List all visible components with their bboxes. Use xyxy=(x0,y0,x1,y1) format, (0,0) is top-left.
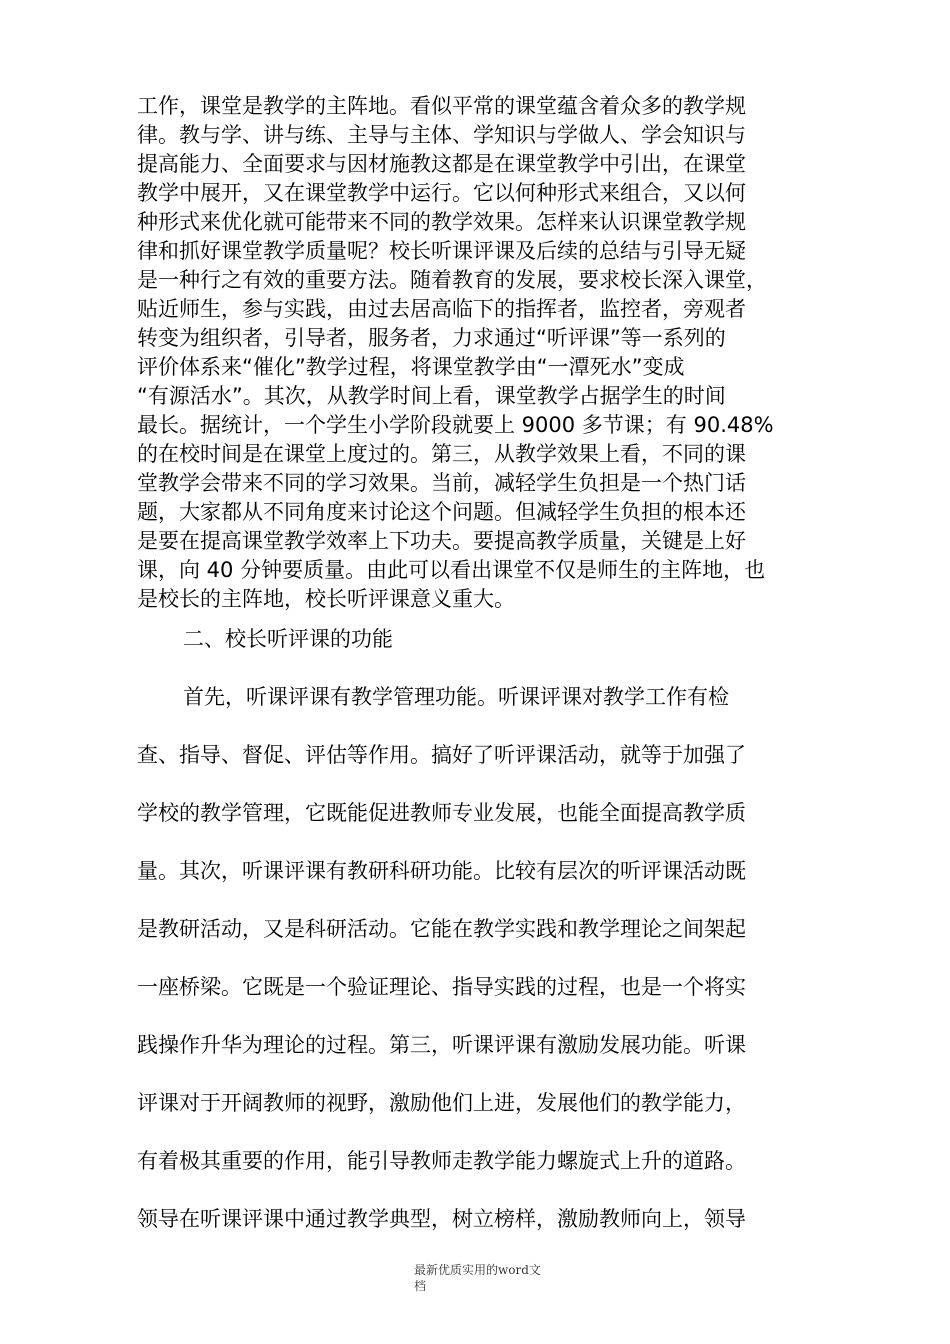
paragraph-functions xyxy=(137,679,817,1259)
text-line: 是要在提高课堂教学效率上下功夫。要提高教学质量，关键是上好 xyxy=(137,529,746,553)
text-line: 律和抓好课堂教学质量呢？校长听课评课及后续的总结与引导无疑 xyxy=(137,239,746,263)
text-line: 评课对于开阔教师的视野，激励他们上进，发展他们的教学能力， xyxy=(137,1091,746,1115)
text-line: 查、指导、督促、评估等作用。搞好了听评课活动，就等于加强了 xyxy=(137,743,746,767)
text-line: 转变为组织者，引导者，服务者，力求通过“听评课”等一系列的 xyxy=(137,326,726,350)
text-line: 最长。据统计，一个学生小学阶段就要上 9000 多节课；有 90.48% xyxy=(137,413,774,437)
paragraph-intro xyxy=(137,92,817,614)
text-line: 贴近师生，参与实践，由过去居高临下的指挥者，监控者，旁观者 xyxy=(137,297,746,321)
text-line: 首先，听课评课有教学管理功能。听课评课对教学工作有检 xyxy=(183,685,729,709)
text-line: 有着极其重要的作用，能引导教师走教学能力螺旋式上升的道路。 xyxy=(137,1149,746,1173)
text-line: “有源活水”。其次，从教学时间上看，课堂教学占据学生的时间 xyxy=(137,384,726,408)
text-line: 一座桥梁。它既是一个验证理论、指导实践的过程，也是一个将实 xyxy=(137,975,746,999)
text-line: 律。教与学、讲与练、主导与主体、学知识与学做人、学会知识与 xyxy=(137,123,746,147)
text-line: 领导在听课评课中通过教学典型，树立榜样，激励教师向上，领导 xyxy=(137,1207,746,1231)
text-line: 工作，课堂是教学的主阵地。看似平常的课堂蕴含着众多的教学规 xyxy=(137,94,746,118)
text-line: 是一种行之有效的重要方法。随着教育的发展，要求校长深入课堂， xyxy=(137,268,767,292)
text-line: 题，大家都从不同角度来讨论这个问题。但减轻学生负担的根本还 xyxy=(137,500,746,524)
footer-text-line: 最新优质实用的word文 xyxy=(414,1263,541,1277)
text-line: 提高能力、全面要求与因材施教这都是在课堂教学中引出，在课堂 xyxy=(137,152,746,176)
text-line: 践操作升华为理论的过程。第三，听课评课有激励发展功能。听课 xyxy=(137,1033,746,1057)
page-footer xyxy=(414,1262,564,1294)
text-line: 学校的教学管理，它既能促进教师专业发展，也能全面提高教学质 xyxy=(137,801,746,825)
text-line: 课，向 40 分钟要质量。由此可以看出课堂不仅是师生的主阵地，也 xyxy=(137,558,766,582)
text-line: 种形式来优化就可能带来不同的教学效果。怎样来认识课堂教学规 xyxy=(137,210,746,234)
text-line: 评价体系来“催化”教学过程，将课堂教学由“一潭死水”变成 xyxy=(137,355,685,379)
text-line: 量。其次，听课评课有教研科研功能。比较有层次的听评课活动既 xyxy=(137,859,746,883)
section-heading: 二、校长听评课的功能 xyxy=(183,627,393,651)
text-line: 堂教学会带来不同的学习效果。当前，减轻学生负担是一个热门话 xyxy=(137,471,746,495)
text-line: 教学中展开，又在课堂教学中运行。它以何种形式来组合，又以何 xyxy=(137,181,746,205)
text-line: 是校长的主阵地，校长听评课意义重大。 xyxy=(137,587,515,611)
text-line: 的在校时间是在课堂上度过的。第三，从教学效果上看，不同的课 xyxy=(137,442,746,466)
footer-text-line: 档 xyxy=(414,1279,427,1293)
text-line: 是教研活动，又是科研活动。它能在教学实践和教学理论之间架起 xyxy=(137,917,746,941)
